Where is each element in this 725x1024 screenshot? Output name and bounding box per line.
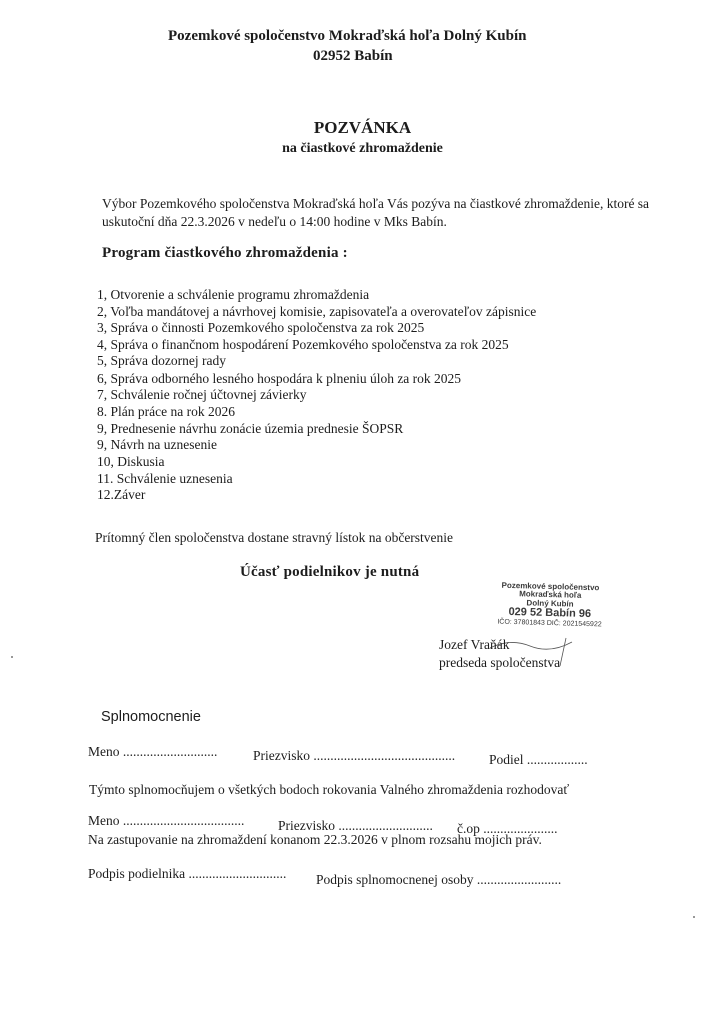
document-title: POZVÁNKA xyxy=(313,118,412,137)
stamp-line: 029 52 Babín 96 xyxy=(508,606,592,621)
intro-line-2: uskutoční dňa 22.3.2026 v nedeľu o 14:00 hodine v Mks Babín. xyxy=(102,214,447,229)
program-item: 6, Správa odborného lesného hospodára k plneniu úloh za rok 2025 xyxy=(97,371,462,386)
program-item: 1, Otvorenie a schválenie programu zhromaždenia xyxy=(97,287,370,302)
document-subtitle: na čiastkové zhromaždenie xyxy=(282,141,443,156)
program-item: 9, Prednesenie návrhu zonácie územia prednesie ŠOPSR xyxy=(97,421,404,436)
program-item: 8. Plán práce na rok 2026 xyxy=(97,404,235,419)
program-item: 3, Správa o činnosti Pozemkového spoločenstva za rok 2025 xyxy=(97,320,425,335)
proxy-surname-field[interactable]: Priezvisko .......................................... xyxy=(253,748,456,763)
organization-name: Pozemkové spoločenstvo Mokraďská hoľa Dolný Kubín xyxy=(168,28,527,44)
proxy-authorization-text: Týmto splnomocňujem o všetkých bodoch rokovania Valného zhromaždenia rozhodovať xyxy=(89,782,570,797)
proxy-name-field[interactable]: Meno ............................ xyxy=(88,744,218,759)
proxy-heading: Splnomocnenie xyxy=(101,709,201,725)
scan-speck xyxy=(693,916,695,918)
stamp-line: Pozemkové spoločenstvo xyxy=(501,580,600,593)
delegate-signature-field[interactable]: Podpis splnomocnenej osoby ......................... xyxy=(316,872,562,887)
stamp-line: IČO: 37801843 DIČ: 2021545922 xyxy=(497,618,602,629)
program-item: 12.Záver xyxy=(97,487,146,502)
program-item: 4, Správa o finančnom hospodárení Pozemkového spoločenstva za rok 2025 xyxy=(97,337,509,352)
organization-stamp xyxy=(479,581,620,629)
refreshment-note: Prítomný člen spoločenstva dostane stravný lístok na občerstvenie xyxy=(95,530,454,545)
program-item: 10, Diskusia xyxy=(97,454,165,469)
program-heading: Program čiastkového zhromaždenia : xyxy=(102,245,348,261)
program-item: 7, Schválenie ročnej účtovnej závierky xyxy=(97,387,307,402)
member-signature-field[interactable]: Podpis podielnika ............................. xyxy=(88,866,287,881)
proxy-id-card-field[interactable]: č.op ...................... xyxy=(457,821,558,836)
stamp-line: Mokraďská hoľa xyxy=(519,589,582,601)
program-item: 2, Voľba mandátovej a návrhovej komisie, zapisovateľa a overovateľov zápisnice xyxy=(97,304,537,319)
attendance-notice: Účasť podielnikov je nutná xyxy=(240,564,420,580)
chairman-name: Jozef Vraňák xyxy=(439,637,510,652)
proxy-representation-text: Na zastupovanie na zhromaždení konanom 22.3.2026 v plnom rozsahu mojich práv. xyxy=(88,832,542,847)
program-item: 5, Správa dozornej rady xyxy=(97,353,226,368)
proxy-share-field[interactable]: Podiel .................. xyxy=(489,752,588,767)
proxy-delegate-surname-field[interactable]: Priezvisko ............................ xyxy=(278,818,433,833)
program-item: 11. Schválenie uznesenia xyxy=(97,471,233,486)
chairman-role: predseda spoločenstva xyxy=(439,655,561,670)
organization-address: 02952 Babín xyxy=(313,48,393,64)
scan-speck xyxy=(11,656,13,658)
proxy-delegate-name-field[interactable]: Meno .................................... xyxy=(88,813,245,828)
stamp-line: Dolný Kubín xyxy=(526,598,574,609)
intro-line-1: Výbor Pozemkového spoločenstva Mokraďská hoľa Vás pozýva na čiastkové zhromaždenie, ktoré sa xyxy=(102,196,650,211)
program-item: 9, Návrh na uznesenie xyxy=(97,437,217,452)
